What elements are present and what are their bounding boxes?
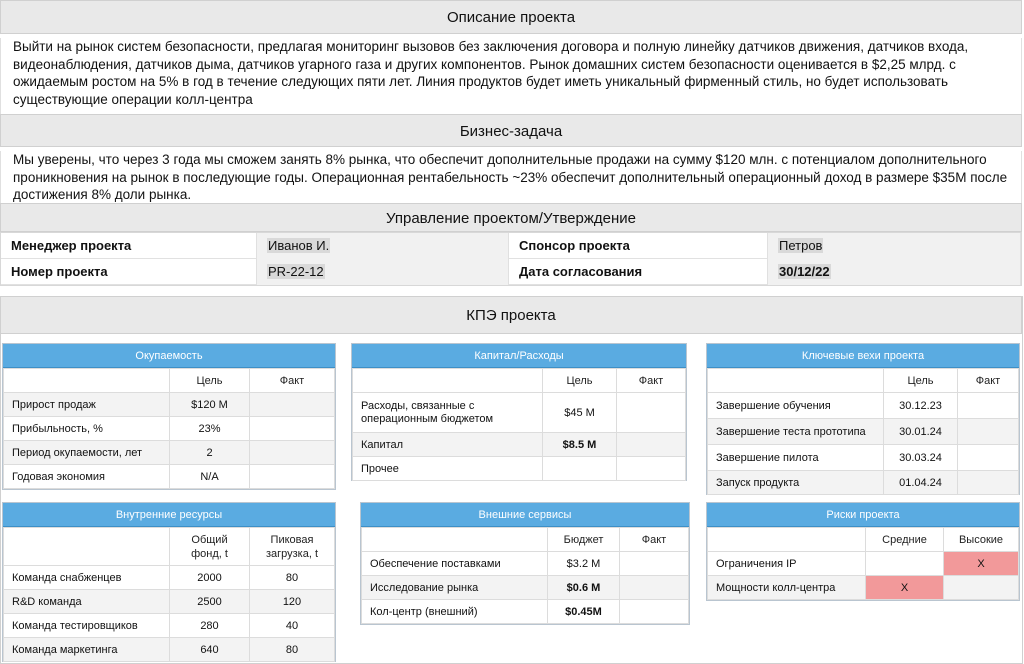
table-row bbox=[4, 566, 335, 590]
date-value-text: 30/12/22 bbox=[779, 264, 830, 279]
row-label: Команда снабженцев bbox=[4, 566, 170, 590]
col-fact: Факт bbox=[250, 369, 335, 393]
row-label: Капитал bbox=[353, 433, 543, 457]
risks-card bbox=[706, 502, 1020, 601]
col-target: Цель bbox=[170, 369, 250, 393]
date-value[interactable] bbox=[767, 259, 1021, 285]
row-label: Завершение обучения bbox=[708, 393, 884, 419]
row-target[interactable]: N/A bbox=[170, 465, 250, 489]
table-row bbox=[708, 419, 1019, 445]
row-label: Запуск продукта bbox=[708, 471, 884, 495]
row-fact[interactable] bbox=[617, 433, 686, 457]
row-fund[interactable]: 640 bbox=[170, 638, 250, 662]
col-budget: Бюджет bbox=[548, 528, 620, 552]
row-label: Исследование рынка bbox=[362, 576, 548, 600]
row-label: Прочее bbox=[353, 457, 543, 481]
table-row bbox=[362, 600, 689, 624]
col-fact: Факт bbox=[617, 369, 686, 393]
table-row bbox=[4, 590, 335, 614]
table-row bbox=[708, 445, 1019, 471]
sponsor-label: Спонсор проекта bbox=[519, 238, 630, 253]
row-label: Команда тестировщиков bbox=[4, 614, 170, 638]
header-empty bbox=[4, 369, 170, 393]
table-row bbox=[708, 552, 1019, 576]
row-label: Период окупаемости, лет bbox=[4, 441, 170, 465]
capital-card bbox=[351, 343, 687, 481]
header-empty bbox=[708, 369, 884, 393]
row-fact[interactable] bbox=[620, 576, 689, 600]
external-card bbox=[360, 502, 690, 625]
row-target[interactable]: 30.03.24 bbox=[884, 445, 958, 471]
number-value-text: PR-22-12 bbox=[268, 264, 324, 279]
payback-table bbox=[3, 368, 335, 489]
manager-label: Менеджер проекта bbox=[11, 238, 132, 253]
header-empty bbox=[362, 528, 548, 552]
row-label: Прибыльность, % bbox=[4, 417, 170, 441]
row-target[interactable] bbox=[543, 457, 617, 481]
row-peak[interactable]: 40 bbox=[250, 614, 335, 638]
number-value[interactable] bbox=[256, 259, 509, 285]
table-row bbox=[4, 614, 335, 638]
col-peak: Пиковая загрузка, t bbox=[250, 528, 335, 566]
row-target[interactable]: $45 M bbox=[543, 393, 617, 433]
row-fact[interactable] bbox=[620, 552, 689, 576]
row-label: R&D команда bbox=[4, 590, 170, 614]
row-fund[interactable]: 2500 bbox=[170, 590, 250, 614]
description-text: Выйти на рынок систем безопасности, предлагая мониторинг вызовов без заключения договора и полную линейку датчиков движения, датчиков входа, видеонаблюдения, датчиков дыма, датчиков угарного газа и других компонентов. Рынок домашних систем безопасности оценивается в $2,25 млрд. с ожидаемым ростом на 5% в год в течение следующих пяти лет. Линия продуктов будет иметь уникальный фирменный стиль, но будет использовать существующие операции колл-центра bbox=[0, 38, 1022, 114]
col-fact: Факт bbox=[620, 528, 689, 552]
sponsor-value-text: Петров bbox=[779, 238, 823, 253]
row-label: Завершение теста прототипа bbox=[708, 419, 884, 445]
table-row bbox=[353, 433, 686, 457]
row-fact[interactable] bbox=[250, 417, 335, 441]
header-empty bbox=[708, 528, 866, 552]
row-target[interactable]: $120 M bbox=[170, 393, 250, 417]
row-label: Годовая экономия bbox=[4, 465, 170, 489]
table-row bbox=[4, 393, 335, 417]
row-fund[interactable]: 280 bbox=[170, 614, 250, 638]
sponsor-value[interactable] bbox=[767, 233, 1021, 259]
description-heading: Описание проекта bbox=[0, 0, 1022, 34]
milestones-card bbox=[706, 343, 1020, 495]
table-row bbox=[4, 465, 335, 489]
table-row bbox=[708, 393, 1019, 419]
col-target: Цель bbox=[543, 369, 617, 393]
row-high[interactable] bbox=[944, 576, 1019, 600]
milestones-title: Ключевые вехи проекта bbox=[707, 344, 1019, 368]
row-target[interactable]: 30.01.24 bbox=[884, 419, 958, 445]
row-label: Кол-центр (внешний) bbox=[362, 600, 548, 624]
row-target[interactable]: 2 bbox=[170, 441, 250, 465]
table-row bbox=[353, 457, 686, 481]
row-budget[interactable]: $0.45M bbox=[548, 600, 620, 624]
row-label: Расходы, связанные с операционным бюджетом bbox=[353, 393, 543, 433]
row-peak[interactable]: 80 bbox=[250, 566, 335, 590]
row-label: Обеспечение поставками bbox=[362, 552, 548, 576]
row-label: Ограничения IP bbox=[708, 552, 866, 576]
row-fact[interactable] bbox=[958, 419, 1019, 445]
row-fact[interactable] bbox=[617, 393, 686, 433]
row-fact[interactable] bbox=[958, 445, 1019, 471]
col-fund: Общий фонд, t bbox=[170, 528, 250, 566]
row-target[interactable]: 01.04.24 bbox=[884, 471, 958, 495]
manager-value[interactable] bbox=[256, 233, 509, 259]
table-row bbox=[362, 552, 689, 576]
external-title: Внешние сервисы bbox=[361, 503, 689, 527]
table-row bbox=[4, 638, 335, 662]
table-row bbox=[4, 417, 335, 441]
row-fact[interactable] bbox=[250, 441, 335, 465]
col-medium: Средние bbox=[866, 528, 944, 552]
capital-title: Капитал/Расходы bbox=[352, 344, 686, 368]
capital-table bbox=[352, 368, 686, 481]
table-row bbox=[708, 576, 1019, 600]
table-row bbox=[353, 393, 686, 433]
row-target[interactable]: $8.5 M bbox=[543, 433, 617, 457]
row-label: Завершение пилота bbox=[708, 445, 884, 471]
row-medium[interactable]: X bbox=[866, 576, 944, 600]
risks-title: Риски проекта bbox=[707, 503, 1019, 527]
row-fact[interactable] bbox=[617, 457, 686, 481]
payback-card bbox=[2, 343, 336, 490]
management-row bbox=[1, 259, 1021, 285]
kpi-heading: КПЭ проекта bbox=[0, 296, 1022, 334]
header-empty bbox=[4, 528, 170, 566]
row-fact[interactable] bbox=[620, 600, 689, 624]
row-fact[interactable] bbox=[250, 393, 335, 417]
business-text: Мы уверены, что через 3 года мы сможем занять 8% рынка, что обеспечит дополнительные продажи на сумму $120 млн. с потенциалом дополнительного проникновения на рынок в последующие годы. Операционная рентабельность ~23% обеспечит дополнительный операционный доход в размере $35M после достижения 8% доли рынка. bbox=[0, 151, 1022, 203]
row-fact[interactable] bbox=[250, 465, 335, 489]
risks-table bbox=[707, 527, 1019, 600]
col-target: Цель bbox=[884, 369, 958, 393]
row-fund[interactable]: 2000 bbox=[170, 566, 250, 590]
row-budget[interactable]: $0.6 M bbox=[548, 576, 620, 600]
col-high: Высокие bbox=[944, 528, 1019, 552]
row-label: Мощности колл-центра bbox=[708, 576, 866, 600]
header-empty bbox=[353, 369, 543, 393]
date-label: Дата согласования bbox=[519, 264, 643, 279]
row-high[interactable]: X bbox=[944, 552, 1019, 576]
row-target[interactable]: 23% bbox=[170, 417, 250, 441]
number-label: Номер проекта bbox=[11, 264, 108, 279]
row-fact[interactable] bbox=[958, 393, 1019, 419]
row-budget[interactable]: $3.2 M bbox=[548, 552, 620, 576]
management-row bbox=[1, 233, 1021, 259]
row-target[interactable]: 30.12.23 bbox=[884, 393, 958, 419]
row-label: Команда маркетинга bbox=[4, 638, 170, 662]
milestones-table bbox=[707, 368, 1019, 495]
manager-value-text: Иванов И. bbox=[268, 238, 330, 253]
business-heading: Бизнес-задача bbox=[0, 114, 1022, 147]
external-table bbox=[361, 527, 689, 624]
row-medium[interactable] bbox=[866, 552, 944, 576]
row-peak[interactable]: 80 bbox=[250, 638, 335, 662]
table-row bbox=[708, 471, 1019, 495]
row-label: Прирост продаж bbox=[4, 393, 170, 417]
internal-card bbox=[2, 502, 336, 662]
management-grid bbox=[0, 232, 1022, 286]
internal-table bbox=[3, 527, 335, 662]
table-row bbox=[362, 576, 689, 600]
internal-title: Внутренние ресурсы bbox=[3, 503, 335, 527]
row-fact[interactable] bbox=[958, 471, 1019, 495]
management-heading: Управление проектом/Утверждение bbox=[0, 203, 1022, 232]
col-fact: Факт bbox=[958, 369, 1019, 393]
row-peak[interactable]: 120 bbox=[250, 590, 335, 614]
payback-title: Окупаемость bbox=[3, 344, 335, 368]
table-row bbox=[4, 441, 335, 465]
